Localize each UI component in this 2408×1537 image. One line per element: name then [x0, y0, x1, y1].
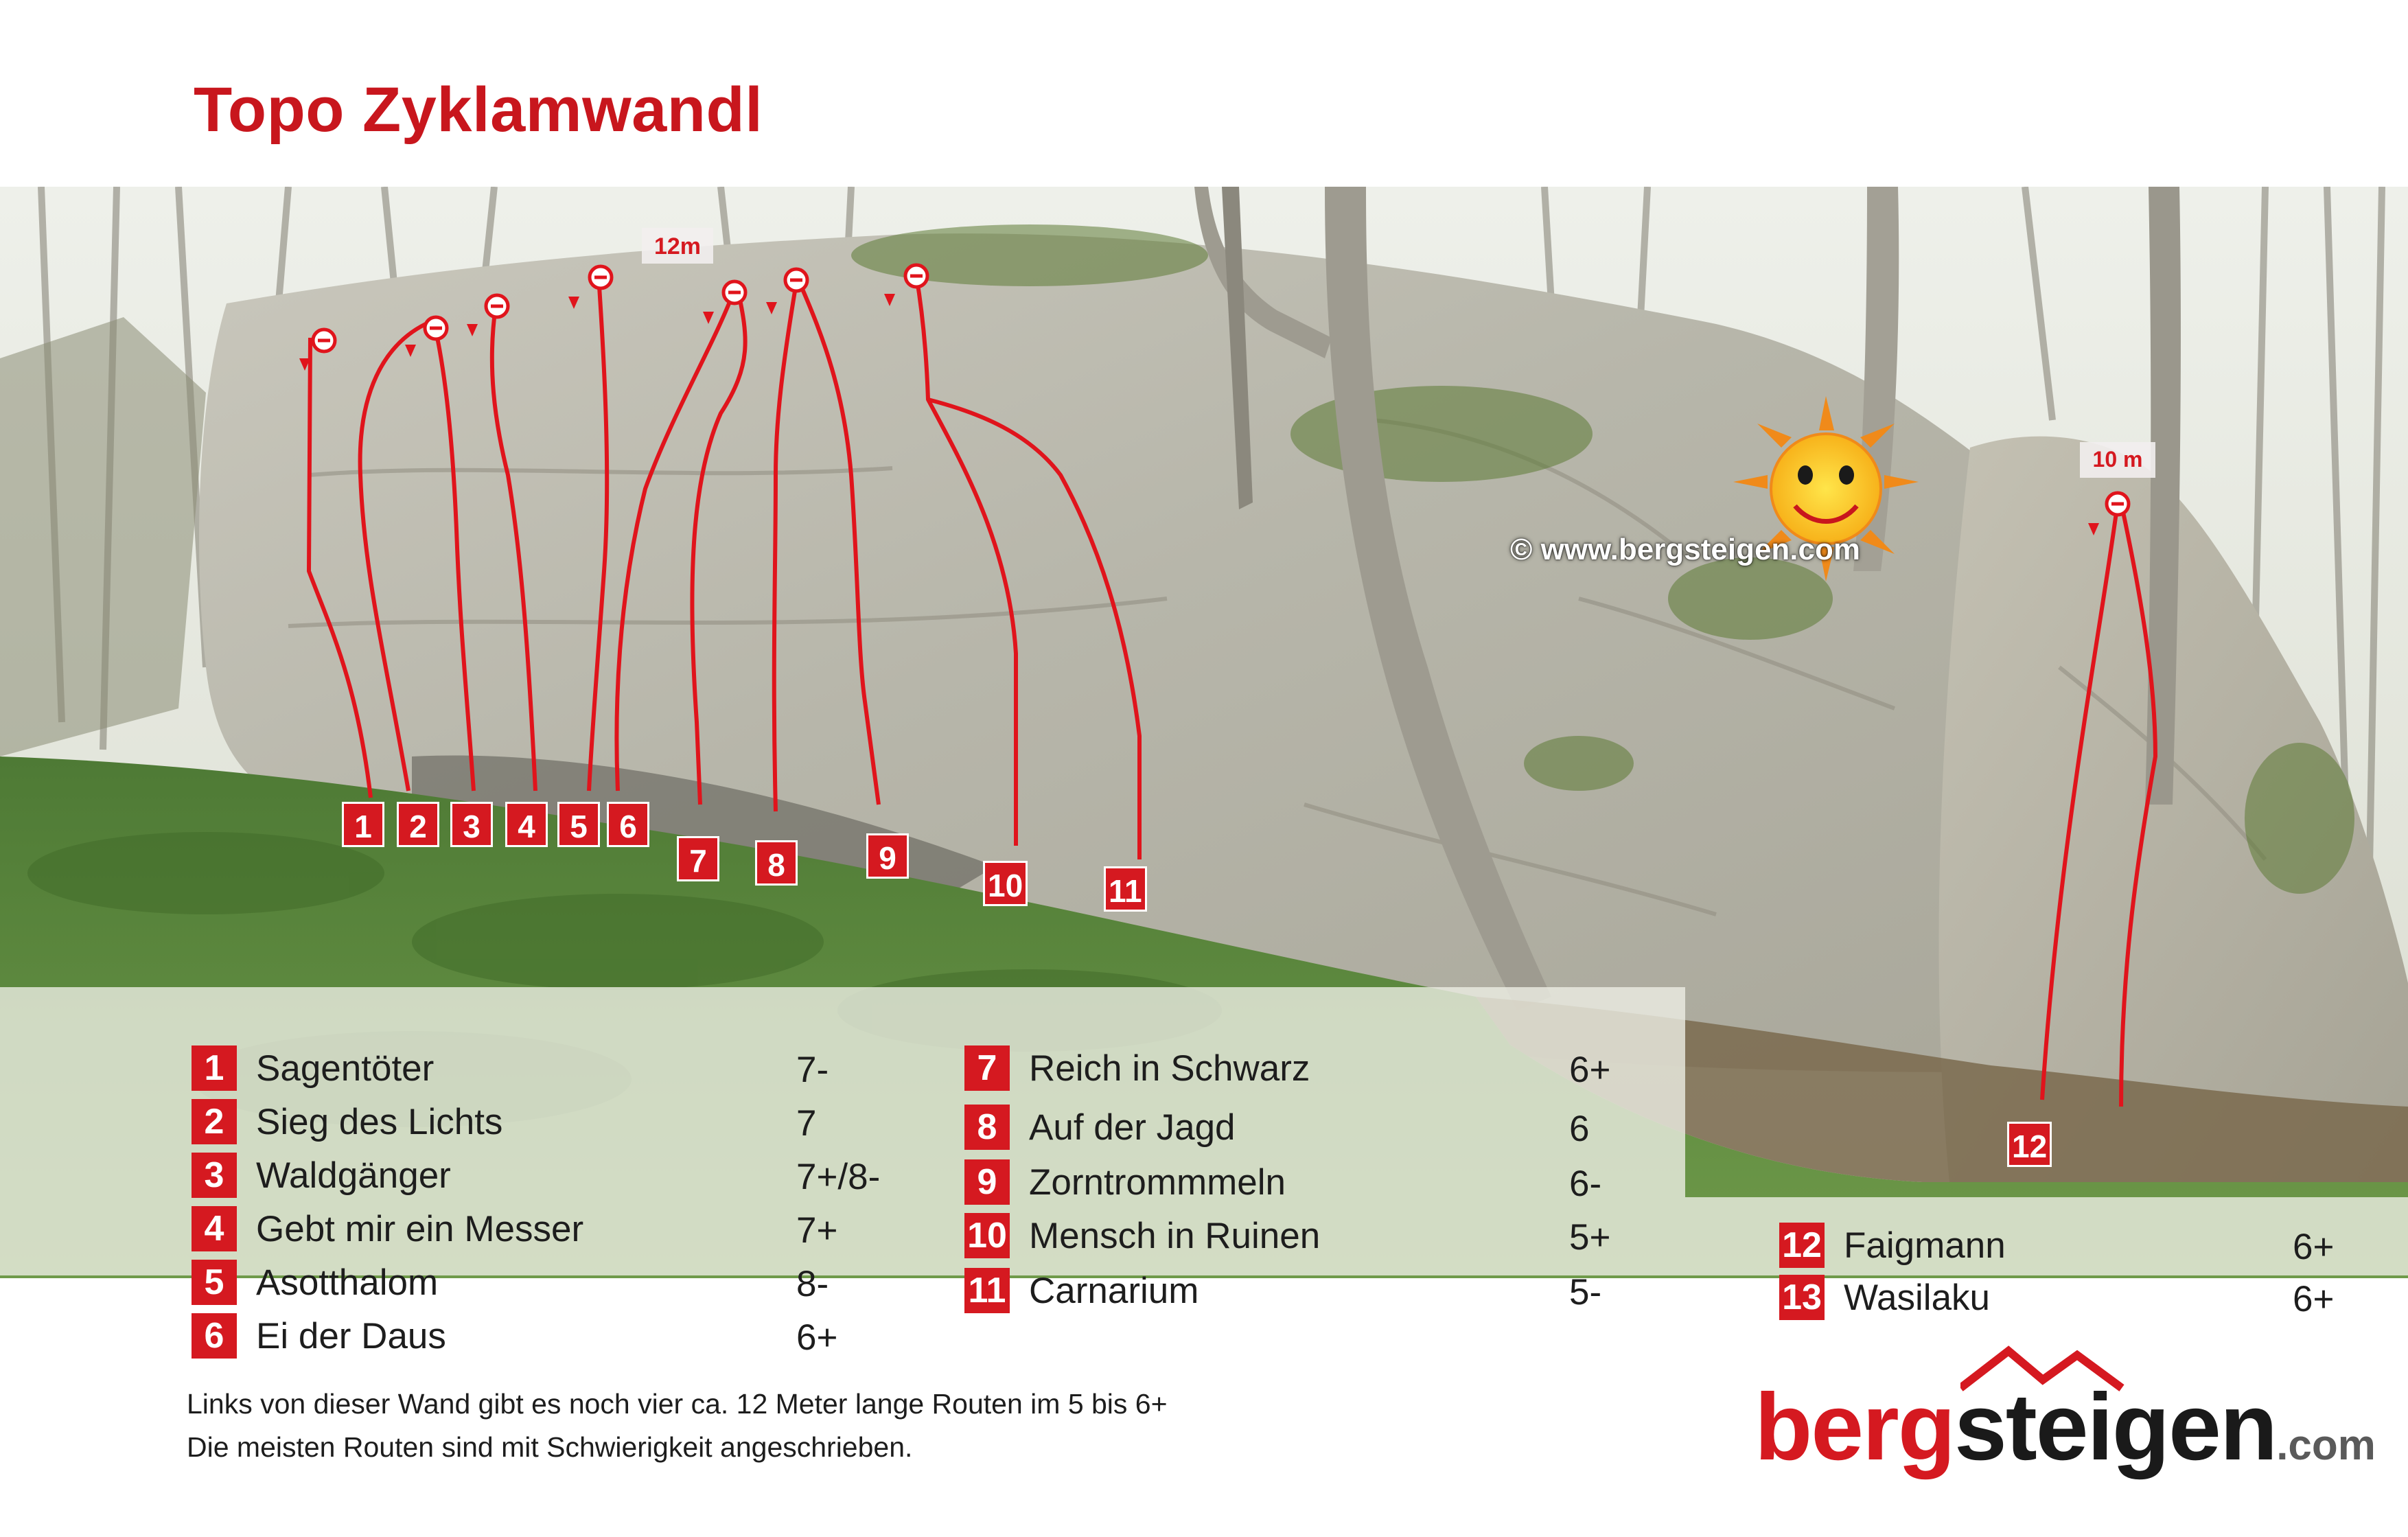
logo-word-berg: berg — [1755, 1374, 1955, 1480]
logo-word-steigen: steigen — [1954, 1374, 2277, 1480]
route-marker: 11 — [1104, 866, 1147, 912]
route-marker: 1 — [342, 802, 384, 847]
route-grade: 7+ — [796, 1210, 838, 1251]
route-name: Gebt mir ein Messer — [256, 1208, 584, 1249]
route-marker: 12 — [2007, 1122, 2052, 1167]
route-number-badge: 3 — [192, 1153, 237, 1198]
route-name: Auf der Jagd — [1029, 1107, 1236, 1148]
legend-row-route-12 — [1779, 1222, 2408, 1269]
route-number-badge: 9 — [964, 1159, 1010, 1205]
route-name: Waldgänger — [256, 1155, 451, 1196]
copyright-watermark: © www.bergsteigen.com — [1510, 533, 1860, 566]
bergsteigen-logo — [1755, 1345, 2376, 1490]
route-number-badge: 7 — [964, 1045, 1010, 1091]
route-number-badge: 11 — [964, 1268, 1010, 1313]
route-marker: 3 — [450, 802, 493, 847]
legend-row-route-10 — [964, 1212, 1706, 1259]
route-number-badge: 1 — [192, 1045, 237, 1091]
route-name: Asotthalom — [256, 1262, 439, 1303]
page-title: Topo Zyklamwandl — [194, 75, 763, 145]
route-name: Faigmann — [1844, 1225, 2006, 1266]
route-number-badge: 2 — [192, 1099, 237, 1144]
route-grade: 6- — [1569, 1164, 1602, 1204]
route-marker: 9 — [866, 833, 909, 879]
route-number-badge: 8 — [964, 1105, 1010, 1150]
route-number-badge: 6 — [192, 1313, 237, 1359]
height-label-right: 10 m — [2092, 447, 2143, 472]
legend-row-route-4 — [192, 1205, 934, 1252]
route-grade: 6+ — [2293, 1227, 2335, 1267]
route-grade: 6 — [1569, 1109, 1590, 1149]
route-name: Carnarium — [1029, 1270, 1199, 1311]
route-grade: 7+/8- — [796, 1157, 881, 1197]
route-marker: 4 — [505, 802, 548, 847]
legend-row-route-8 — [964, 1104, 1706, 1151]
route-grade: 7 — [796, 1103, 817, 1144]
legend-row-route-13 — [1779, 1274, 2408, 1321]
legend-row-route-3 — [192, 1152, 934, 1199]
route-marker: 6 — [607, 802, 649, 847]
route-marker: 10 — [983, 861, 1028, 906]
route-marker: 2 — [397, 802, 439, 847]
route-name: Reich in Schwarz — [1029, 1048, 1310, 1089]
legend-row-route-7 — [964, 1045, 1706, 1091]
route-number-badge: 4 — [192, 1206, 237, 1251]
route-number-badge: 13 — [1779, 1275, 1825, 1320]
route-marker: 8 — [755, 840, 798, 886]
route-number-badge: 5 — [192, 1260, 237, 1305]
logo-word-com: .com — [2276, 1422, 2376, 1469]
legend-row-route-9 — [964, 1159, 1706, 1205]
legend-row-route-2 — [192, 1098, 934, 1145]
legend-row-route-1 — [192, 1045, 934, 1091]
note-line-1: Links von dieser Wand gibt es noch vier ca. 12 Meter lange Routen im 5 bis 6+ — [187, 1388, 1168, 1420]
route-marker: 7 — [677, 836, 719, 881]
route-name: Zorntrommmeln — [1029, 1162, 1286, 1203]
legend-row-route-5 — [192, 1259, 934, 1306]
route-grade: 5- — [1569, 1272, 1602, 1313]
route-name: Sieg des Lichts — [256, 1101, 503, 1142]
height-label-left: 12m — [653, 233, 702, 259]
route-grade: 8- — [796, 1264, 829, 1304]
route-name: Wasilaku — [1844, 1277, 1991, 1318]
route-marker: 5 — [557, 802, 600, 847]
route-name: Mensch in Ruinen — [1029, 1215, 1321, 1256]
route-number-badge: 12 — [1779, 1223, 1825, 1268]
route-name: Sagentöter — [256, 1048, 435, 1089]
legend-row-route-11 — [964, 1267, 1706, 1314]
route-number-badge: 10 — [964, 1213, 1010, 1258]
route-grade: 7- — [796, 1050, 829, 1090]
note-line-2: Die meisten Routen sind mit Schwierigkeit angeschrieben. — [187, 1431, 913, 1463]
route-grade: 6+ — [796, 1317, 838, 1358]
route-grade: 5+ — [1569, 1217, 1611, 1258]
route-name: Ei der Daus — [256, 1315, 446, 1356]
route-grade: 6+ — [1569, 1050, 1611, 1090]
route-grade: 6+ — [2293, 1279, 2335, 1319]
legend-row-route-6 — [192, 1313, 934, 1359]
